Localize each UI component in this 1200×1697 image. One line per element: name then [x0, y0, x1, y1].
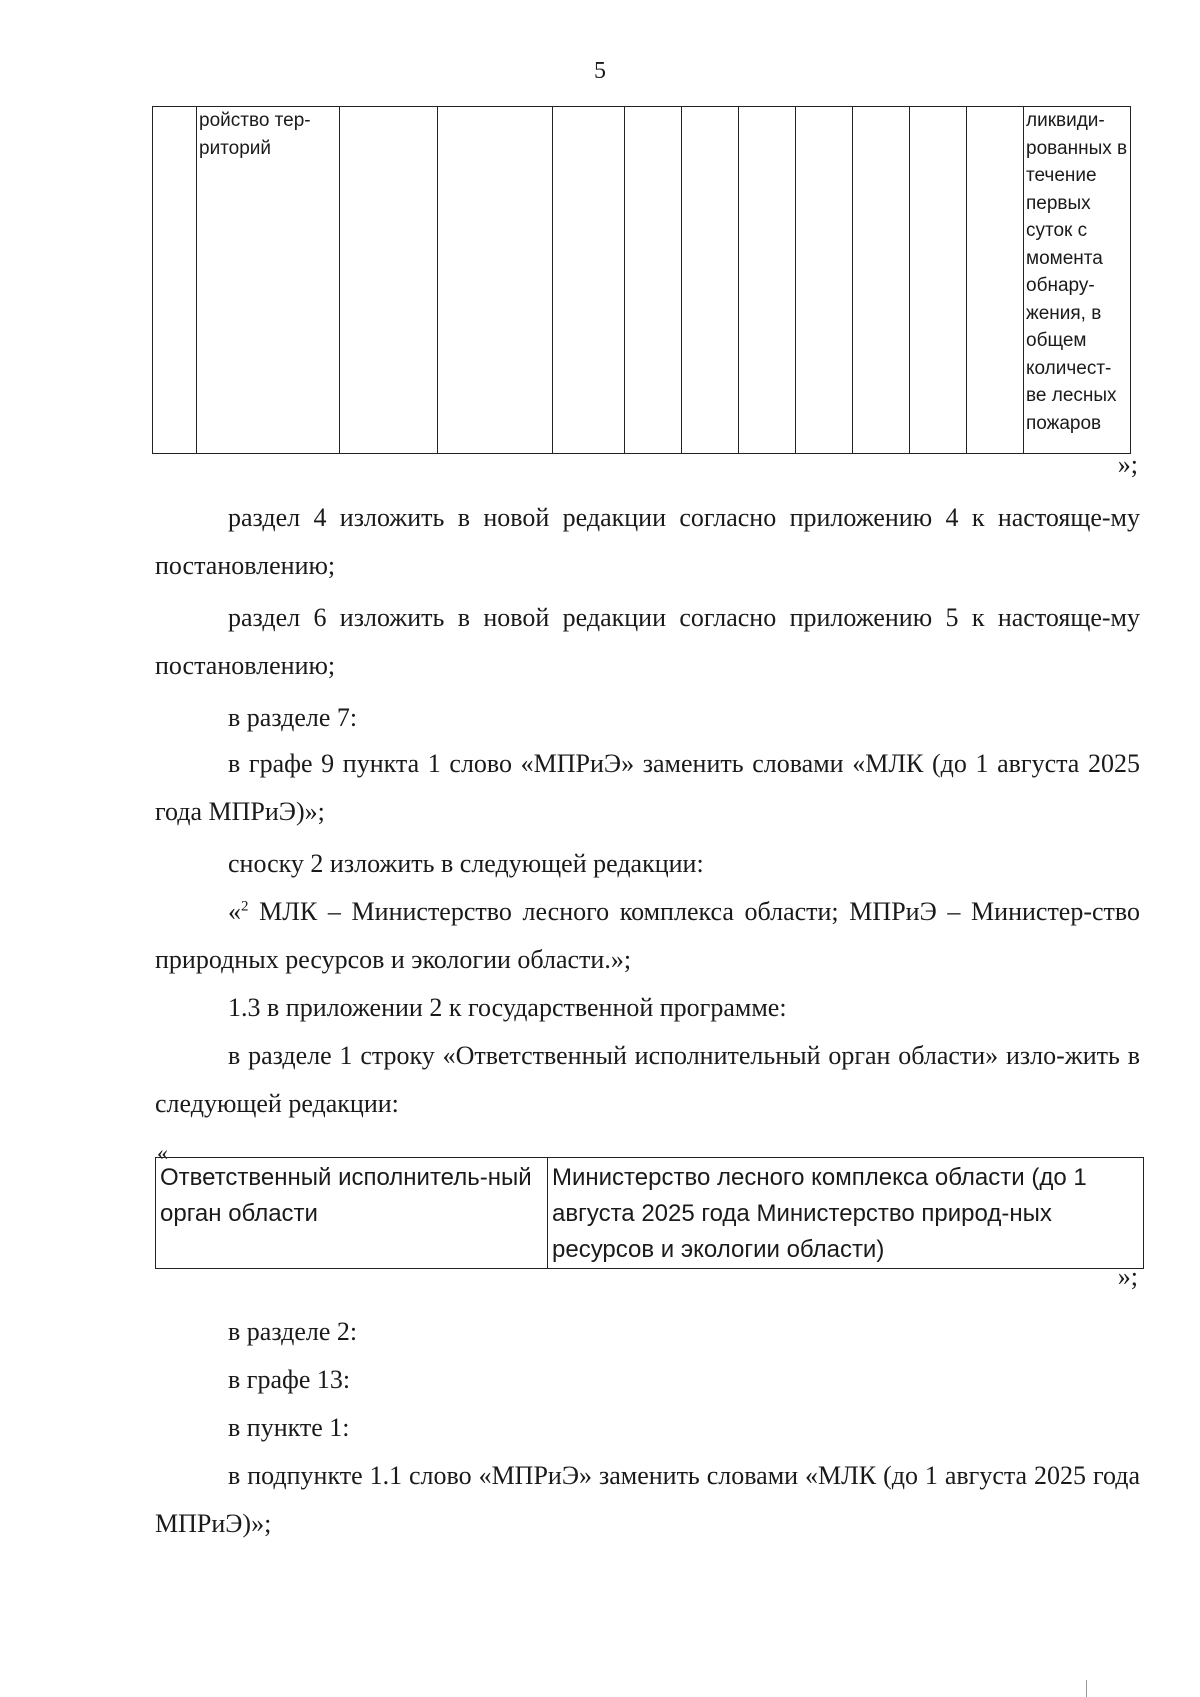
paragraph-subitem11: в подпункте 1.1 слово «МПРиЭ» заменить словами «МЛК (до 1 августа 2025 года МПРиЭ)»; [155, 1461, 1140, 1538]
table-cell-right: ликвиди-рованных в течение первых суток с момента обнару-жения, в общем количест-ве лесных пожаров [1024, 107, 1131, 454]
continuation-table [152, 106, 1131, 454]
paragraph-appendix2: 1.3 в приложении 2 к государственной программе: [228, 993, 787, 1022]
table-row [156, 1158, 1144, 1269]
table-cell [967, 107, 1024, 454]
paragraph-section4: раздел 4 изложить в новой редакции согласно приложению 4 к настояще-му постановлению; [155, 503, 1140, 580]
table-cell [438, 107, 553, 454]
footnote-open-quote: « [228, 897, 241, 926]
table1-closing-quote: »; [1117, 450, 1138, 479]
table-cell [739, 107, 796, 454]
paragraph-section2: в разделе 2: [228, 1317, 358, 1346]
table-cell [153, 107, 197, 454]
table-cell-label: Ответственный исполнитель-ный орган области [156, 1158, 548, 1269]
table2-open-quote: « [157, 1140, 168, 1165]
table-cell [796, 107, 853, 454]
paragraph-column13: в графе 13: [228, 1365, 351, 1394]
table-cell [625, 107, 682, 454]
paragraph-footnote-text [155, 888, 1140, 984]
footnote-number: 2 [241, 898, 249, 915]
footnote-text: МЛК – Министерство лесного комплекса области; МПРиЭ – Министер-ство природных ресурсов и экологии области.»; [155, 897, 1140, 974]
paragraph-footnote: сноску 2 изложить в следующей редакции: [228, 849, 704, 878]
table-cell-left: ройство тер-риторий [197, 107, 340, 454]
page-number: 5 [594, 58, 606, 84]
table-cell [682, 107, 739, 454]
table-cell [553, 107, 625, 454]
paragraph-section1: в разделе 1 строку «Ответственный исполнительный орган области» изло-жить в следующей редакции: [155, 1041, 1140, 1118]
paragraph-section6: раздел 6 изложить в новой редакции согласно приложению 5 к настояще-му постановлению; [155, 603, 1140, 680]
table2-closing-quote: »; [1117, 1262, 1138, 1291]
paragraph-item1: в пункте 1: [228, 1413, 350, 1442]
table-row [153, 107, 1131, 454]
table-cell-value: Министерство лесного комплекса области (до 1 августа 2025 года Министерство природ-ных ресурсов и экологии области) [548, 1158, 1144, 1269]
table-cell [910, 107, 967, 454]
table-cell [340, 107, 438, 454]
table-cell [853, 107, 910, 454]
scan-edge-mark [1086, 1680, 1087, 1697]
responsible-body-table [155, 1157, 1144, 1269]
paragraph-section7: в разделе 7: [228, 703, 358, 732]
paragraph-column9: в графе 9 пункта 1 слово «МПРиЭ» заменить словами «МЛК (до 1 августа 2025 года МПРиЭ)»; [155, 749, 1140, 826]
